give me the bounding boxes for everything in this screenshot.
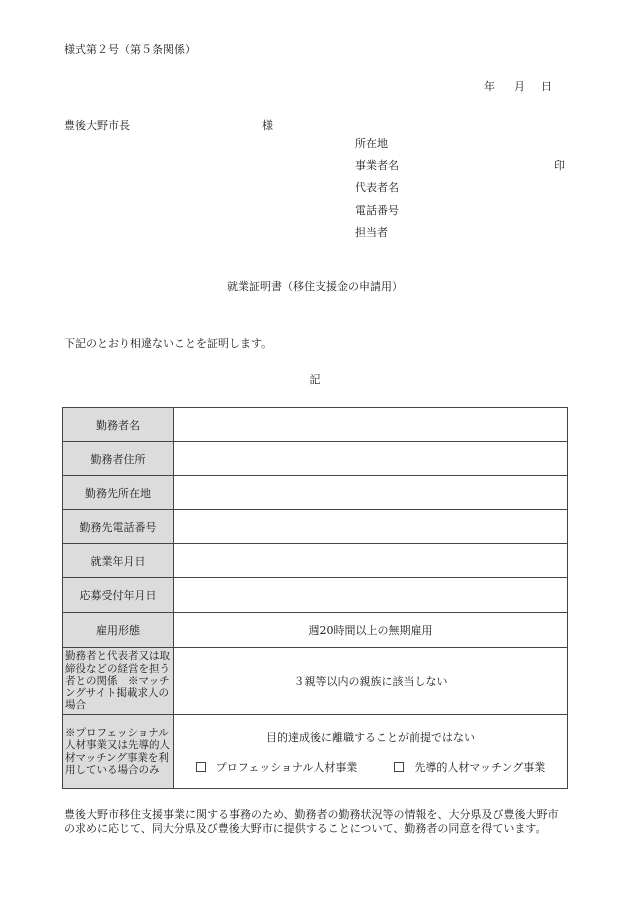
- date-year: 年: [484, 80, 495, 93]
- date-month: 月: [514, 80, 525, 93]
- employment-date-label: 就業年月日: [63, 544, 174, 578]
- worker-address-field[interactable]: [174, 442, 568, 476]
- pro-option-1-checkbox[interactable]: [196, 762, 206, 772]
- employment-type-value: 週20時間以上の無期雇用: [174, 613, 568, 648]
- employment-date-field[interactable]: [174, 544, 568, 578]
- table-row: [63, 544, 568, 578]
- date-day: 日: [541, 80, 552, 93]
- issuer-phone-label: 電話番号: [355, 203, 399, 217]
- issuer-block: [355, 137, 565, 248]
- addressee-suffix: 様: [262, 119, 273, 132]
- issuer-business-row: [355, 159, 565, 181]
- work-address-field[interactable]: [174, 476, 568, 510]
- relation-label: 勤務者と代表者又は取締役などの経営を担う者との関係 ※マッチングサイト掲載求人の場合: [63, 648, 174, 715]
- table-row: [63, 442, 568, 476]
- lead-text: 下記のとおり相違ないことを証明します。: [64, 337, 273, 350]
- pro-option-1-label: プロフェッショナル人材事業: [215, 760, 358, 774]
- table-row: [63, 648, 568, 715]
- work-phone-field[interactable]: [174, 510, 568, 544]
- pro-label: ※プロフェッショナル人材事業又は先導的人材マッチング事業を利用している場合のみ: [63, 715, 174, 789]
- pro-option-2-checkbox[interactable]: [394, 762, 404, 772]
- table-row: [63, 715, 568, 789]
- pro-options: [174, 759, 567, 775]
- table-row: [63, 613, 568, 648]
- worker-name-label: 勤務者名: [63, 408, 174, 442]
- application-date-label: 応募受付年月日: [63, 578, 174, 613]
- issuer-representative-label: 代表者名: [355, 181, 399, 195]
- issuer-address-label: 所在地: [355, 137, 388, 150]
- worker-address-label: 勤務者住所: [63, 442, 174, 476]
- work-address-label: 勤務先所在地: [63, 476, 174, 510]
- employment-type-label: 雇用形態: [63, 613, 174, 648]
- consent-paragraph: 豊後大野市移住支援事業に関する事務のため、勤務者の勤務状況等の情報を、大分県及び豊後大野市の求めに応じて、同大分県及び豊後大野市に提供することについて、勤務者の同意を得ています。: [64, 808, 559, 835]
- seal-mark: 印: [554, 159, 565, 173]
- issuer-business-label: 事業者名: [355, 159, 399, 173]
- document-title: 就業証明書（移住支援金の申請用）: [227, 280, 403, 293]
- application-date-field[interactable]: [174, 578, 568, 613]
- issuer-contact-label: 担当者: [355, 225, 388, 239]
- pro-goal-text: 目的達成後に離職することが前提ではない: [266, 730, 475, 744]
- addressee: 豊後大野市長: [64, 119, 130, 132]
- pro-value-cell: [174, 715, 568, 789]
- form-number: 様式第２号（第５条関係）: [64, 43, 196, 56]
- worker-name-field[interactable]: [174, 408, 568, 442]
- table-row: [63, 476, 568, 510]
- relation-value: ３親等以内の親族に該当しない: [174, 648, 568, 715]
- pro-option-2-label: 先導的人材マッチング事業: [414, 760, 546, 774]
- table-row: [63, 578, 568, 613]
- table-row: [63, 510, 568, 544]
- table-row: [63, 408, 568, 442]
- work-phone-label: 勤務先電話番号: [63, 510, 174, 544]
- certificate-table: [62, 407, 568, 789]
- ki-marker: 記: [309, 373, 321, 386]
